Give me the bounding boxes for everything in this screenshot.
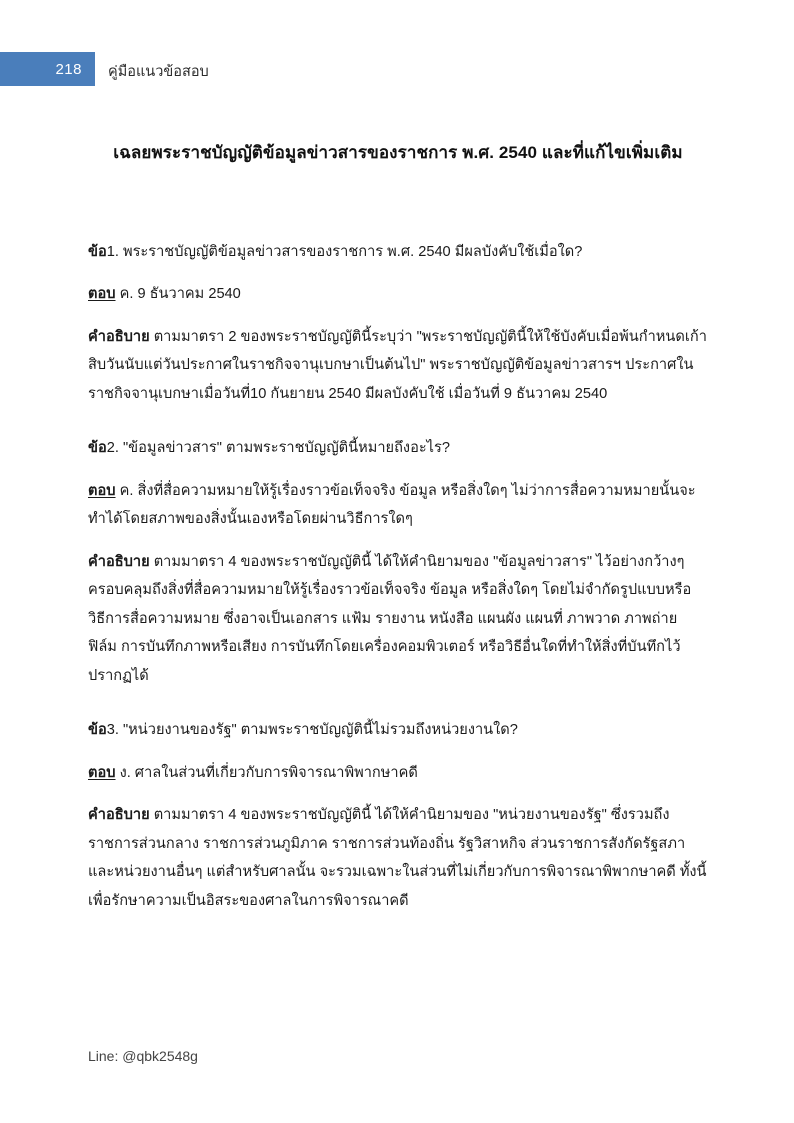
page-number: 218 [55, 60, 82, 78]
answer-line [88, 280, 708, 309]
answer-label: ตอบ [88, 764, 116, 781]
explanation-text: ตามมาตรา 2 ของพระราชบัญญัตินี้ระบุว่า "พระราชบัญญัตินี้ให้ใช้บังคับเมื่อพ้นกำหนดเก้าสิบวันนับแต่วันประกาศในราชกิจจานุเบกษาเป็นต้นไป" พระราชบัญญัติข้อมูลข่าวสารฯ ประกาศในราชกิจจานุเบกษาเมื่อวันที่10 กันยายน 2540 มีผลบังคับใช้ เมื่อวันที่ 9 ธันวาคม 2540 [88, 328, 707, 402]
page-header [0, 52, 794, 86]
explanation-text: ตามมาตรา 4 ของพระราชบัญญัตินี้ ได้ให้คำนิยามของ "ข้อมูลข่าวสาร" ไว้อย่างกว้างๆ ครอบคลุมถึงสิ่งที่สื่อความหมายให้รู้เรื่องราวข้อเท็จจริง ข้อมูล หรือสิ่งใดๆ โดยไม่จำกัดรูปแบบหรือวิธีการสื่อความหมาย ซึ่งอาจเป็นเอกสาร แฟ้ม รายงาน หนังสือ แผนผัง แผนที่ ภาพวาด ภาพถ่าย ฟิล์ม การบันทึกภาพหรือเสียง การบันทึกโดยเครื่องคอมพิวเตอร์ หรือวิธีอื่นใดที่ทำให้สิ่งที่บันทึกไว้ปรากฏได้ [88, 553, 692, 684]
explanation-label: คำอธิบาย [88, 328, 150, 345]
qa-block [88, 238, 708, 409]
explanation-label: คำอธิบาย [88, 553, 150, 570]
question-label: ข้อ [88, 722, 107, 738]
qa-block [88, 716, 708, 915]
explanation-paragraph [88, 801, 708, 915]
question-number: 2. [106, 440, 119, 456]
explanation-paragraph [88, 323, 708, 409]
question-text: "ข้อมูลข่าวสาร" ตามพระราชบัญญัตินี้หมายถึงอะไร? [118, 440, 450, 456]
page-number-badge [0, 52, 95, 86]
spacer [88, 747, 708, 759]
answer-text: ง. ศาลในส่วนที่เกี่ยวกับการพิจารณาพิพากษาคดี [115, 764, 418, 781]
question-number: 3. [106, 722, 119, 738]
answer-text: ค. 9 ธันวาคม 2540 [115, 286, 241, 302]
spacer [88, 268, 708, 280]
explanation-text: ตามมาตรา 4 ของพระราชบัญญัตินี้ ได้ให้คำนิยามของ "หน่วยงานของรัฐ" ซึ่งรวมถึงราชการส่วนกลาง ราชการส่วนภูมิภาค ราชการส่วนท้องถิ่น รัฐวิสาหกิจ ส่วนราชการสังกัดรัฐสภา และหน่วยงานอื่นๆ แต่สำหรับศาลนั้น จะรวมเฉพาะในส่วนที่ไม่เกี่ยวกับการพิจารณาพิพากษาคดี ทั้งนี้เพื่อรักษาความเป็นอิสระของศาลในการพิจารณาคดี [88, 807, 707, 909]
spacer [88, 536, 708, 548]
header-title: คู่มือแนวข้อสอบ [108, 64, 209, 80]
explanation-paragraph [88, 548, 708, 691]
document-body [88, 140, 708, 941]
spacer [88, 465, 708, 477]
spacer [88, 311, 708, 323]
explanation-label: คำอธิบาย [88, 807, 150, 823]
qa-block [88, 434, 708, 690]
question-line [88, 238, 708, 267]
page-title: เฉลยพระราชบัญญัติข้อมูลข่าวสารของราชการ พ.ศ. 2540 และที่แก้ไขเพิ่มเติม [113, 143, 683, 162]
question-label: ข้อ [88, 243, 107, 260]
question-text: พระราชบัญญัติข้อมูลข่าวสารของราชการ พ.ศ. 2540 มีผลบังคับใช้เมื่อใด? [118, 243, 583, 260]
question-text: "หน่วยงานของรัฐ" ตามพระราชบัญญัตินี้ไม่รวมถึงหน่วยงานใด? [118, 722, 518, 738]
question-line [88, 716, 708, 745]
answer-label: ตอบ [88, 482, 116, 499]
answer-label: ตอบ [88, 286, 116, 302]
question-label: ข้อ [88, 440, 107, 456]
spacer [88, 789, 708, 801]
footer-contact: Line: @qbk2548g [88, 1048, 198, 1064]
answer-text: ค. สิ่งที่สื่อความหมายให้รู้เรื่องราวข้อเท็จจริง ข้อมูล หรือสิ่งใดๆ ไม่ว่าการสื่อความหมายนั้นจะทำได้โดยสภาพของสิ่งนั้นเองหรือโดยผ่านวิธีการใดๆ [88, 482, 696, 527]
question-line [88, 434, 708, 463]
question-number: 1. [106, 243, 119, 260]
answer-line [88, 759, 708, 788]
answer-line [88, 477, 708, 534]
